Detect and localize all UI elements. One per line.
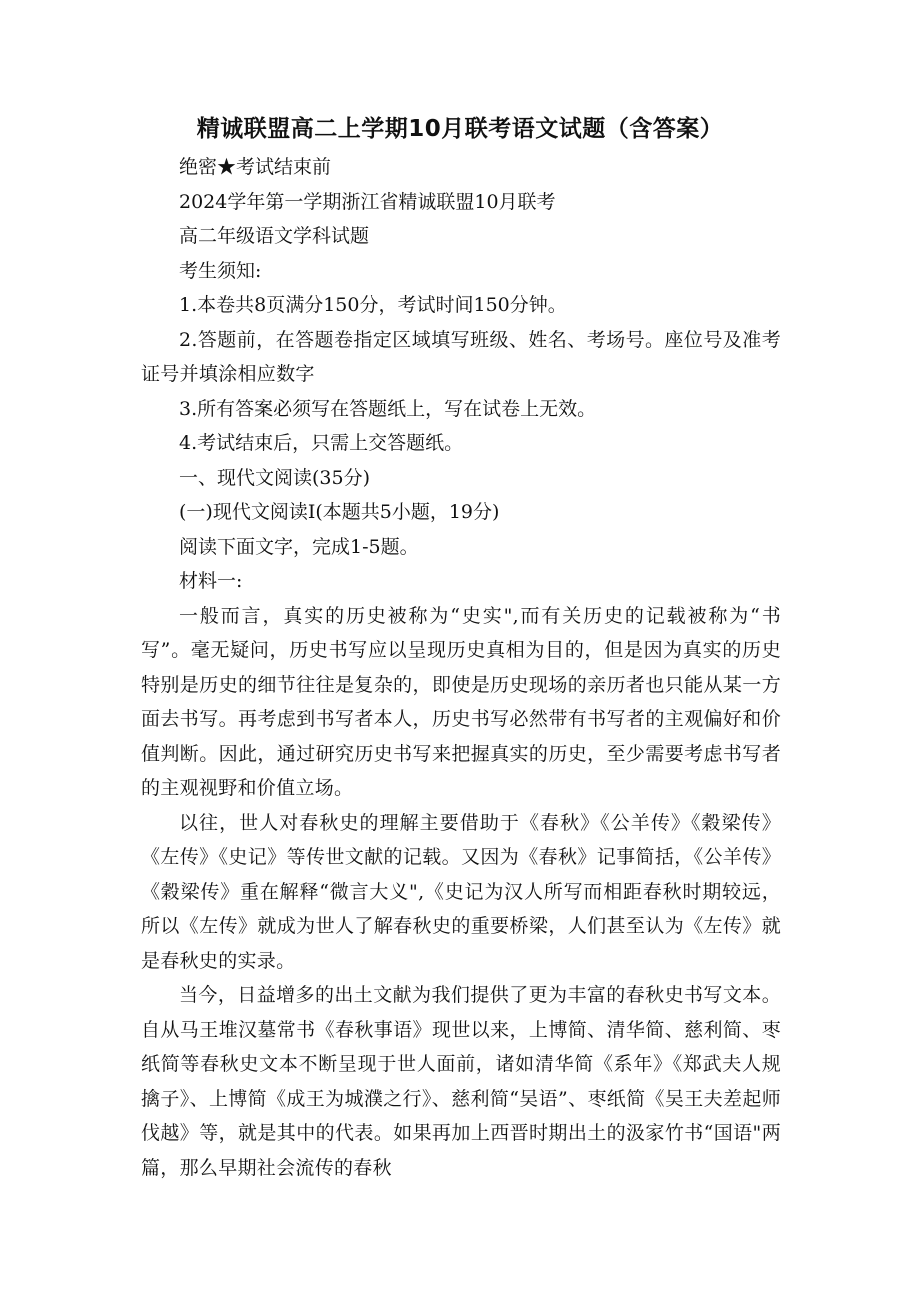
notice-item: 4.考试结束后，只需上交答题纸。 bbox=[179, 432, 464, 454]
body-paragraph: 一般而言，真实的历史被称为“史实",而有关历史的记载被称为“书写”。毫无疑问，历史书写应以呈现历史真相为目的，但是因为真实的历史特别是历史的细节往往是复杂的，即使是历史现场的亲历者也只能从某一方面去书写。再考虑到书写者本人，历史书写必然带有书写者的主观偏好和价值判断。因此，通过研究历史书写来把握真实的历史，至少需要考虑书写者的主观视野和价值立场。 bbox=[141, 604, 781, 799]
document-body bbox=[141, 150, 781, 1185]
exam-name: 2024学年第一学期浙江省精诚联盟10月联考 bbox=[179, 190, 556, 213]
notice-item: 3.所有答案必须写在答题纸上，写在试卷上无效。 bbox=[179, 397, 597, 420]
notice-heading: 考生须知: bbox=[179, 259, 262, 282]
notice-item: 2.答题前，在答题卷指定区域填写班级、姓名、考场号。座位号及准考证号并填涂相应数字 bbox=[141, 328, 781, 385]
body-paragraph: 当今，日益增多的出土文献为我们提供了更为丰富的春秋史书写文本。自从马王堆汉墓常书《春秋事语》现世以来，上博简、清华简、慈利简、枣纸简等春秋史文本不断呈现于世人面前，诸如清华简《系年》《郑武夫人规擒子》、上博简《成王为城濮之行》、慈利简“吴语”、枣纸简《吴王夫差起师伐越》等，就是其中的代表。如果再加上西晋时期出土的汲家竹书“国语"两篇，那么早期社会流传的春秋 bbox=[141, 984, 781, 1179]
exam-subject: 高二年级语文学科试题 bbox=[179, 225, 370, 247]
material-label: 材料一: bbox=[179, 570, 243, 592]
document-title: 精诚联盟高二上学期10月联考语文试题（含答案） bbox=[196, 116, 724, 142]
secret-mark: 绝密★考试结束前 bbox=[179, 156, 332, 178]
notice-item: 1.本卷共8页满分150分，考试时间150分钟。 bbox=[179, 294, 567, 316]
body-paragraph: 以往，世人对春秋史的理解主要借助于《春秋》《公羊传》《穀梁传》《左传》《史记》等传世文献的记载。又因为《春秋》记事简括，《公羊传》《穀梁传》重在解释“微言大义",《史记为汉人所写而相距春秋时期较远，所以《左传》就成为世人了解春秋史的重要桥梁，人们甚至认为《左传》就是春秋史的实录。 bbox=[141, 811, 781, 972]
subsection-heading: (一)现代文阅读Ⅰ(本题共5小题，19分) bbox=[179, 501, 500, 523]
reading-instruction: 阅读下面文字，完成1-5题。 bbox=[179, 535, 419, 558]
section-heading: 一、现代文阅读(35分) bbox=[179, 466, 371, 489]
